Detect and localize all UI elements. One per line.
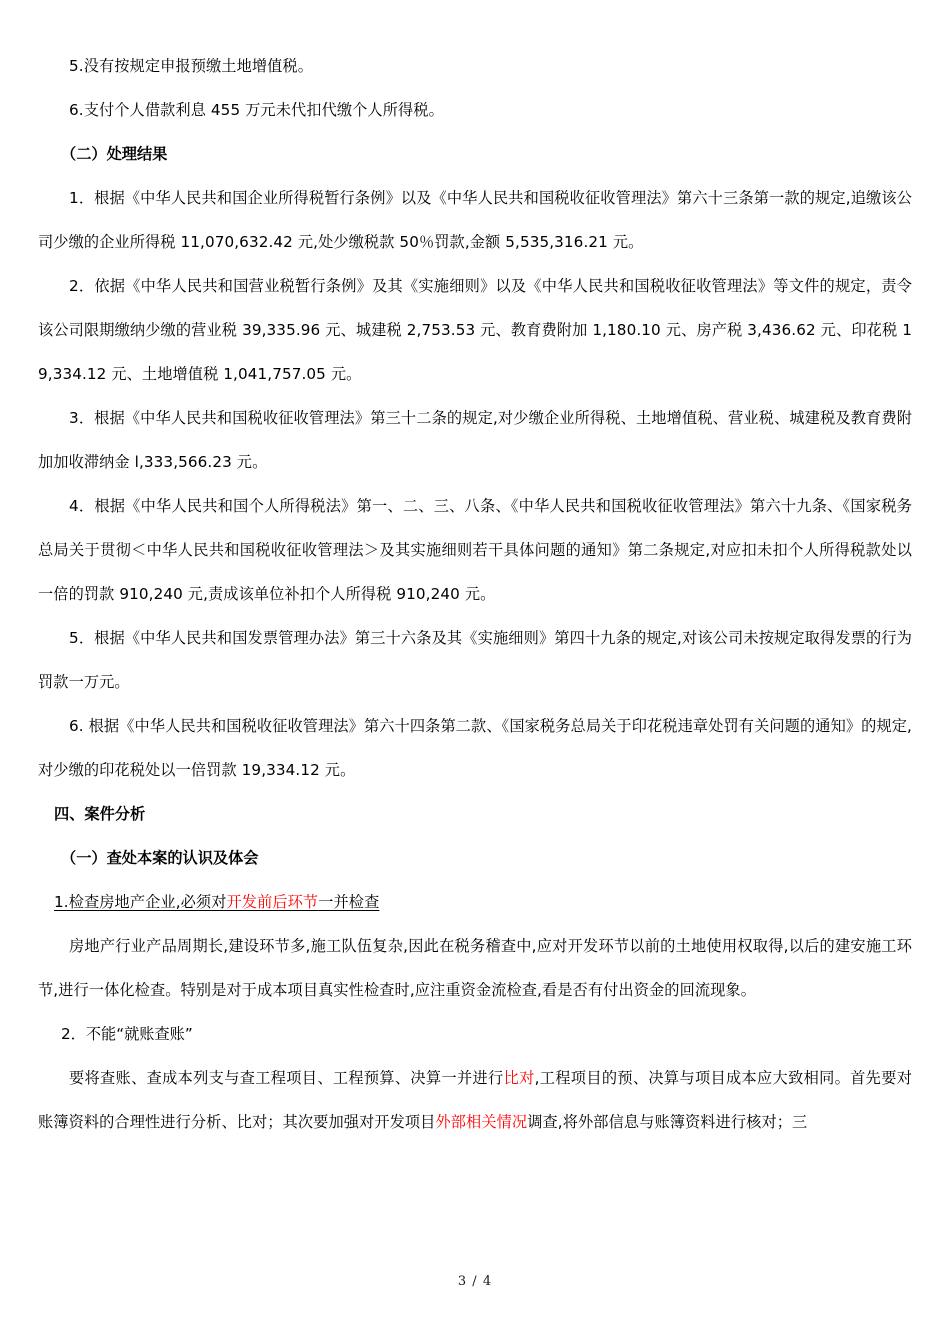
point-1-text-post: 一并检查 bbox=[318, 893, 380, 911]
point-1-highlight: 开发前后环节 bbox=[226, 893, 319, 911]
paragraph-result-4: 4．根据《中华人民共和国个人所得税法》第一、二、三、八条、《中华人民共和国税收征收管理法》第六十九条、《国家税务总局关于贯彻＜中华人民共和国税收征收管理法＞及其实施细则若干具体问题的通知》第二条规定,对应扣未扣个人所得税款处以一倍的罚款 910,240 元,责成该单位补扣个人所得税 910,240 元。 bbox=[38, 497, 912, 603]
point-2-text-a: 要将查账、查成本列支与查工程项目、工程预算、决算一并进行 bbox=[69, 1069, 504, 1087]
point-2-text-b: ,工程项目的预、决算与项目成本应大致相同。首先要对账簿资料的合理性进行分析、比对；其次要加强对开发项目 bbox=[38, 1069, 913, 1131]
point-1-text-pre: 1.检查房地产企业,必须对 bbox=[54, 893, 227, 911]
page-number: 3 / 4 bbox=[457, 1274, 493, 1289]
paragraph-result-1: 1．根据《中华人民共和国企业所得税暂行条例》以及《中华人民共和国税收征收管理法》第六十三条第一款的规定,追缴该公司少缴的企业所得税 11,070,632.42 元,处少缴税款 50％罚款,金额 5,535,316.21 元。 bbox=[38, 189, 912, 251]
document-body bbox=[38, 44, 912, 1144]
heading-case-insight: （一）查处本案的认识及体会 bbox=[61, 849, 259, 867]
paragraph-result-5: 5．根据《中华人民共和国发票管理办法》第三十六条及其《实施细则》第四十九条的规定,对该公司未按规定取得发票的行为罚款一万元。 bbox=[38, 629, 912, 691]
point-2-text-c: 调查,将外部信息与账簿资料进行核对；三 bbox=[527, 1113, 808, 1131]
heading-processing-result: （二）处理结果 bbox=[61, 145, 168, 163]
paragraph-result-6: 6. 根据《中华人民共和国税收征收管理法》第六十四条第二款、《国家税务总局关于印花税违章处罚有关问题的通知》的规定,对少缴的印花税处以一倍罚款 19,334.12 元。 bbox=[38, 717, 912, 779]
point-2-highlight-compare: 比对 bbox=[503, 1069, 535, 1087]
paragraph-result-2: 2．依据《中华人民共和国营业税暂行条例》及其《实施细则》以及《中华人民共和国税收征收管理法》等文件的规定，责令该公司限期缴纳少缴的营业税 39,335.96 元、城建税 2,753.53 元、教育费附加 1,180.10 元、房产税 3,436.62 元、印花税 19,334.12 元、土地增值税 1,041,757.05 元。 bbox=[38, 277, 912, 383]
point-2-highlight-external: 外部相关情况 bbox=[435, 1113, 528, 1131]
paragraph-finding-6: 6.支付个人借款利息 455 万元未代扣代缴个人所得税。 bbox=[69, 101, 444, 119]
heading-case-analysis: 四、案件分析 bbox=[54, 805, 146, 823]
paragraph-finding-5: 5.没有按规定申报预缴土地增值税。 bbox=[69, 57, 314, 75]
paragraph-point-1-body: 房地产行业产品周期长,建设环节多,施工队伍复杂,因此在税务稽查中,应对开发环节以前的土地使用权取得,以后的建安施工环节,进行一体化检查。特别是对于成本项目真实性检查时,应注重资金流检查,看是否有付出资金的回流现象。 bbox=[38, 937, 912, 999]
heading-point-2: 2．不能“就账查账” bbox=[61, 1025, 193, 1043]
paragraph-result-3: 3．根据《中华人民共和国税收征收管理法》第三十二条的规定,对少缴企业所得税、土地增值税、营业税、城建税及教育费附加加收滞纳金 l,333,566.23 元。 bbox=[38, 409, 912, 471]
paragraph-point-1-title bbox=[38, 880, 912, 924]
paragraph-point-2-body bbox=[38, 1056, 912, 1144]
